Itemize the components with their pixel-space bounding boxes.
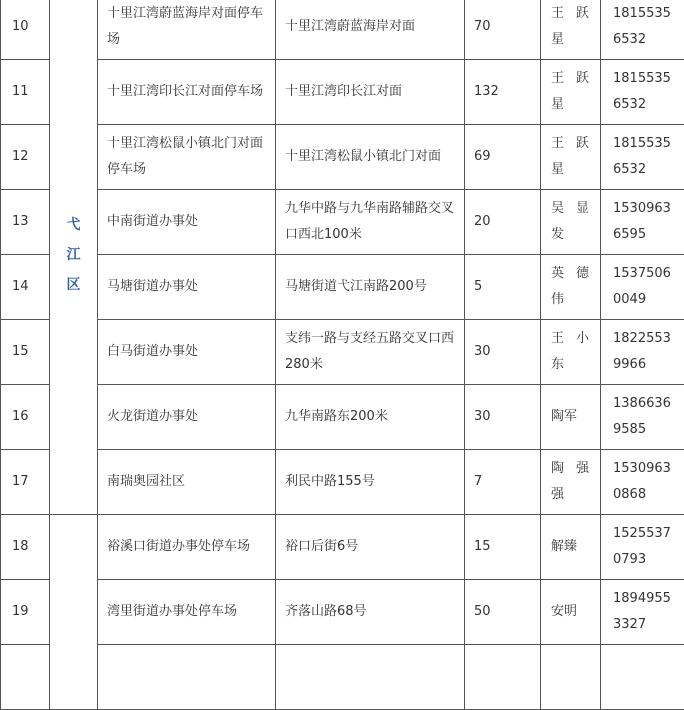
contact-cell: 王小东 bbox=[541, 320, 601, 385]
phone-cell: 18949553327 bbox=[601, 580, 684, 645]
address-cell: 十里江湾蔚蓝海岸对面 bbox=[276, 0, 465, 60]
row-number: 12 bbox=[1, 125, 50, 190]
phone-cell: 13866369585 bbox=[601, 385, 684, 450]
table-row bbox=[1, 255, 684, 320]
table-row bbox=[1, 125, 684, 190]
contact-cell: 英德伟 bbox=[541, 255, 601, 320]
phone-cell-partial bbox=[601, 645, 684, 710]
phone-cell: 18155356532 bbox=[601, 125, 684, 190]
spaces-cell: 5 bbox=[465, 255, 541, 320]
location-cell: 白马街道办事处 bbox=[98, 320, 276, 385]
address-cell: 九华中路与九华南路辅路交叉口西北100米 bbox=[276, 190, 465, 255]
phone-cell: 15255370793 bbox=[601, 515, 684, 580]
row-number: 14 bbox=[1, 255, 50, 320]
contact-cell: 王跃星 bbox=[541, 125, 601, 190]
phone-cell: 18225539966 bbox=[601, 320, 684, 385]
table-row bbox=[1, 0, 684, 60]
row-number-partial bbox=[1, 645, 50, 710]
table-row bbox=[1, 515, 684, 580]
spaces-cell: 50 bbox=[465, 580, 541, 645]
contact-cell: 陶军 bbox=[541, 385, 601, 450]
spaces-cell: 15 bbox=[465, 515, 541, 580]
phone-cell: 15309630868 bbox=[601, 450, 684, 515]
spaces-cell: 132 bbox=[465, 60, 541, 125]
contact-cell: 安明 bbox=[541, 580, 601, 645]
table-row bbox=[1, 320, 684, 385]
location-cell: 十里江湾印长江对面停车场 bbox=[98, 60, 276, 125]
address-cell-partial bbox=[276, 645, 465, 710]
table-row bbox=[1, 385, 684, 450]
row-number: 18 bbox=[1, 515, 50, 580]
phone-cell: 18155356532 bbox=[601, 60, 684, 125]
location-cell: 裕溪口街道办事处停车场 bbox=[98, 515, 276, 580]
location-cell: 中南街道办事处 bbox=[98, 190, 276, 255]
location-cell: 南瑞奥园社区 bbox=[98, 450, 276, 515]
contact-cell: 王跃星 bbox=[541, 60, 601, 125]
table-row bbox=[1, 450, 684, 515]
row-number: 11 bbox=[1, 60, 50, 125]
contact-cell-partial bbox=[541, 645, 601, 710]
row-number: 13 bbox=[1, 190, 50, 255]
row-number: 19 bbox=[1, 580, 50, 645]
table-row bbox=[1, 580, 684, 645]
address-cell: 十里江湾松鼠小镇北门对面 bbox=[276, 125, 465, 190]
contact-cell: 解臻 bbox=[541, 515, 601, 580]
address-cell: 裕口后街6号 bbox=[276, 515, 465, 580]
location-cell: 火龙街道办事处 bbox=[98, 385, 276, 450]
address-cell: 利民中路155号 bbox=[276, 450, 465, 515]
spaces-cell: 70 bbox=[465, 0, 541, 60]
address-cell: 支纬一路与支经五路交叉口西280米 bbox=[276, 320, 465, 385]
spaces-cell-partial bbox=[465, 645, 541, 710]
district-cell: 弋江区 bbox=[50, 0, 98, 515]
district-cell-empty bbox=[50, 515, 98, 710]
phone-cell: 15309636595 bbox=[601, 190, 684, 255]
address-cell: 齐落山路68号 bbox=[276, 580, 465, 645]
location-cell: 十里江湾松鼠小镇北门对面停车场 bbox=[98, 125, 276, 190]
table-row bbox=[1, 190, 684, 255]
address-cell: 马塘街道弋江南路200号 bbox=[276, 255, 465, 320]
row-number: 16 bbox=[1, 385, 50, 450]
spaces-cell: 69 bbox=[465, 125, 541, 190]
location-cell-partial bbox=[98, 645, 276, 710]
location-cell: 马塘街道办事处 bbox=[98, 255, 276, 320]
spaces-cell: 20 bbox=[465, 190, 541, 255]
location-cell: 湾里街道办事处停车场 bbox=[98, 580, 276, 645]
spaces-cell: 7 bbox=[465, 450, 541, 515]
address-cell: 十里江湾印长江对面 bbox=[276, 60, 465, 125]
spaces-cell: 30 bbox=[465, 320, 541, 385]
row-number: 17 bbox=[1, 450, 50, 515]
phone-cell: 18155356532 bbox=[601, 0, 684, 60]
location-cell: 十里江湾蔚蓝海岸对面停车场 bbox=[98, 0, 276, 60]
spaces-cell: 30 bbox=[465, 385, 541, 450]
phone-cell: 15375060049 bbox=[601, 255, 684, 320]
row-number: 10 bbox=[1, 0, 50, 60]
contact-cell: 王跃星 bbox=[541, 0, 601, 60]
row-number: 15 bbox=[1, 320, 50, 385]
contact-cell: 吴显发 bbox=[541, 190, 601, 255]
table-row bbox=[1, 645, 684, 710]
address-cell: 九华南路东200米 bbox=[276, 385, 465, 450]
contact-cell: 陶强强 bbox=[541, 450, 601, 515]
table-row bbox=[1, 60, 684, 125]
